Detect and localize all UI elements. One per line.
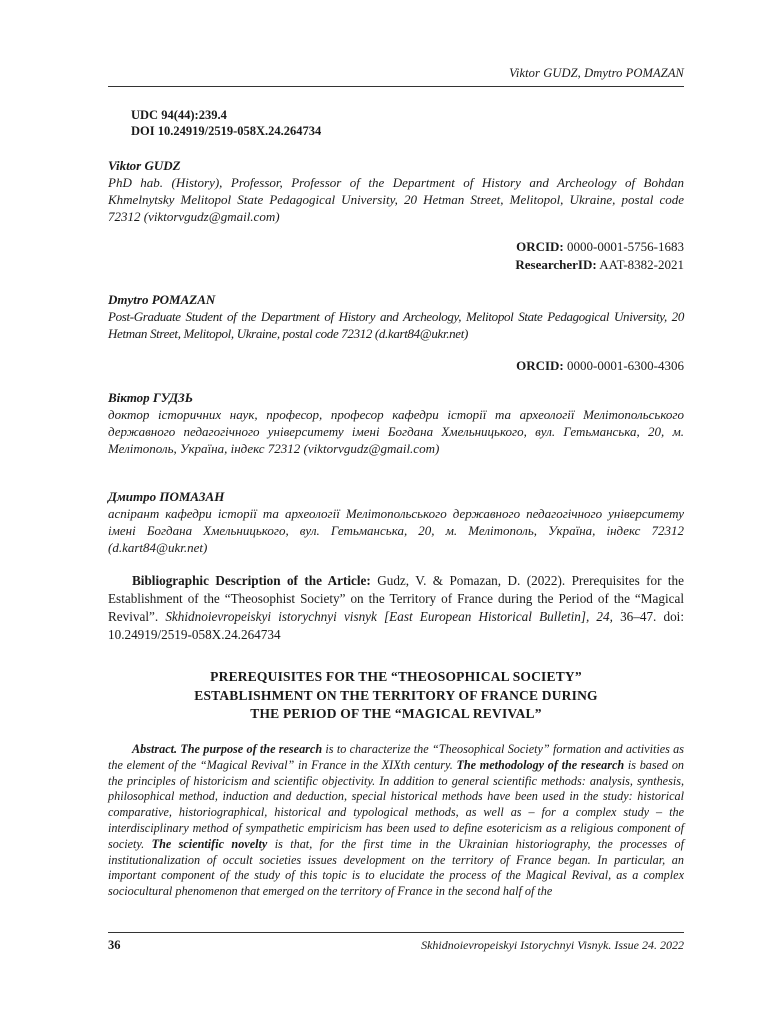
abstract-label: Abstract. [132,742,178,756]
author1-orcid: 0000-0001-5756-1683 [567,239,684,254]
bibliography-journal: Skhidnoievropeiskyi istorychnyi visnyk [East European Historical Bulletin], 24, [165,609,613,624]
journal-footer: Skhidnoievropeiskyi Istorychnyi Visnyk. Issue 24. 2022 [421,938,684,952]
author1-orcid-line [515,238,684,256]
doi-code: DOI 10.24919/2519-058X.24.264734 [131,124,322,138]
author2-uk-name: Дмитро ПОМАЗАН [108,489,225,504]
novelty-text: is that, for the first time in the Ukrainian historiography, the processes of institutionalization of occult societies issues development on the territory of France began. In particular, an important component of the study of this topic is to elucidate the process of the Magical Revival, as a complex sociocultural phenomenon that emerged on the territory of France in the second half of the [108,836,685,899]
bibliography-pages-doi: 36–47. doi: 10.24919/2519-058X.24.264734 [108,609,685,642]
author2-uk-block [108,488,684,556]
author2-orcid: 0000-0001-6300-4306 [567,358,684,373]
orcid-label: ORCID: [516,358,564,373]
methodology-label: The methodology of the research [456,757,625,772]
article-title [108,668,684,724]
title-line-2: ESTABLISHMENT ON THE TERRITORY OF FRANCE DURING [194,687,598,703]
bibliographic-description [108,572,684,644]
author1-affiliation: PhD hab. (History), Professor, Professor of the Department of History and Archeology of Bohdan Khmelnytsky Melitopol State Pedagogical University, 20 Hetman Street, Melitopol, Ukraine, postal code 72312 (viktorvgudz@gmail.com) [108,175,684,224]
bibliography-text: Gudz, V. & Pomazan, D. (2022). Prerequisites for the Establishment of the “Theosophist Society” on the Territory of France during the Period of the “Magical Revival”. [108,573,684,624]
novelty-label: The scientific novelty [151,836,268,851]
author1-uk-affiliation: доктор історичних наук, професор, професор кафедри історії та археології Мелітопольського державного педагогічного університету імені Богдана Хмельницького, вул. Гетьманська, 20, м. Мелітополь, Україна, індекс 72312 (viktorvgudz@gmail.com) [108,407,684,456]
page-number: 36 [108,938,121,952]
purpose-label: The purpose of the research [180,742,323,756]
purpose-text: is to characterize the “Theosophical Society” formation and activities as the element of the “Magical Revival” in France in the XIXth century. [108,742,685,772]
researcher-id-label: ResearcherID: [515,257,597,272]
author1-ids [515,238,684,274]
author1-name: Viktor GUDZ [108,158,181,173]
author1-uk-name: Віктор ГУДЗЬ [108,390,194,405]
author2-orcid-line [516,357,684,375]
author1-researcher-id: AAT-8382-2021 [599,257,684,272]
abstract [108,742,684,900]
article-identifiers [131,107,707,139]
title-line-3: THE PERIOD OF THE “MAGICAL REVIVAL” [250,706,542,721]
author2-affiliation: Post-Graduate Student of the Department of History and Archeology, Melitopol State Pedagogical University, 20 Hetman Street, Melitopol, Ukraine, postal code 72312 (d.kart84@ukr.net) [108,309,684,341]
footer-rule [108,932,684,933]
udc-code: UDC 94(44):239.4 [131,108,227,122]
running-head: Viktor GUDZ, Dmytro POMAZAN [509,66,684,80]
title-line-1: PREREQUISITES FOR THE “THEOSOPHICAL SOCIETY” [210,669,582,684]
author2-uk-affiliation: аспірант кафедри історії та археології Мелітопольського державного педагогічного університету імені Богдана Хмельницького, вул. Гетьманська, 20, м. Мелітополь, Україна, індекс 72312 (d.kart84@ukr.net) [108,506,684,555]
author1-researcher-line [515,256,684,274]
author2-ids [516,357,684,375]
orcid-label: ORCID: [516,239,564,254]
author2-block [108,291,684,342]
methodology-text: is based on the principles of historicism and scientific objectivity. In addition to general scientific methods: analysis, synthesis, philosophical method, induction and deduction, special historical methods have been used in the study: historical comparative, historiographical, historical and typological methods, as well as – for a complex study – the interdisciplinary method of sympathetic empiricism has been used to define esotericism as a religious component of society. [108,757,685,851]
author1-uk-block [108,389,684,457]
bibliography-label: Bibliographic Description of the Article: [132,573,371,588]
author1-block [108,157,684,225]
header-rule [108,86,684,87]
author2-name: Dmytro POMAZAN [108,292,216,307]
